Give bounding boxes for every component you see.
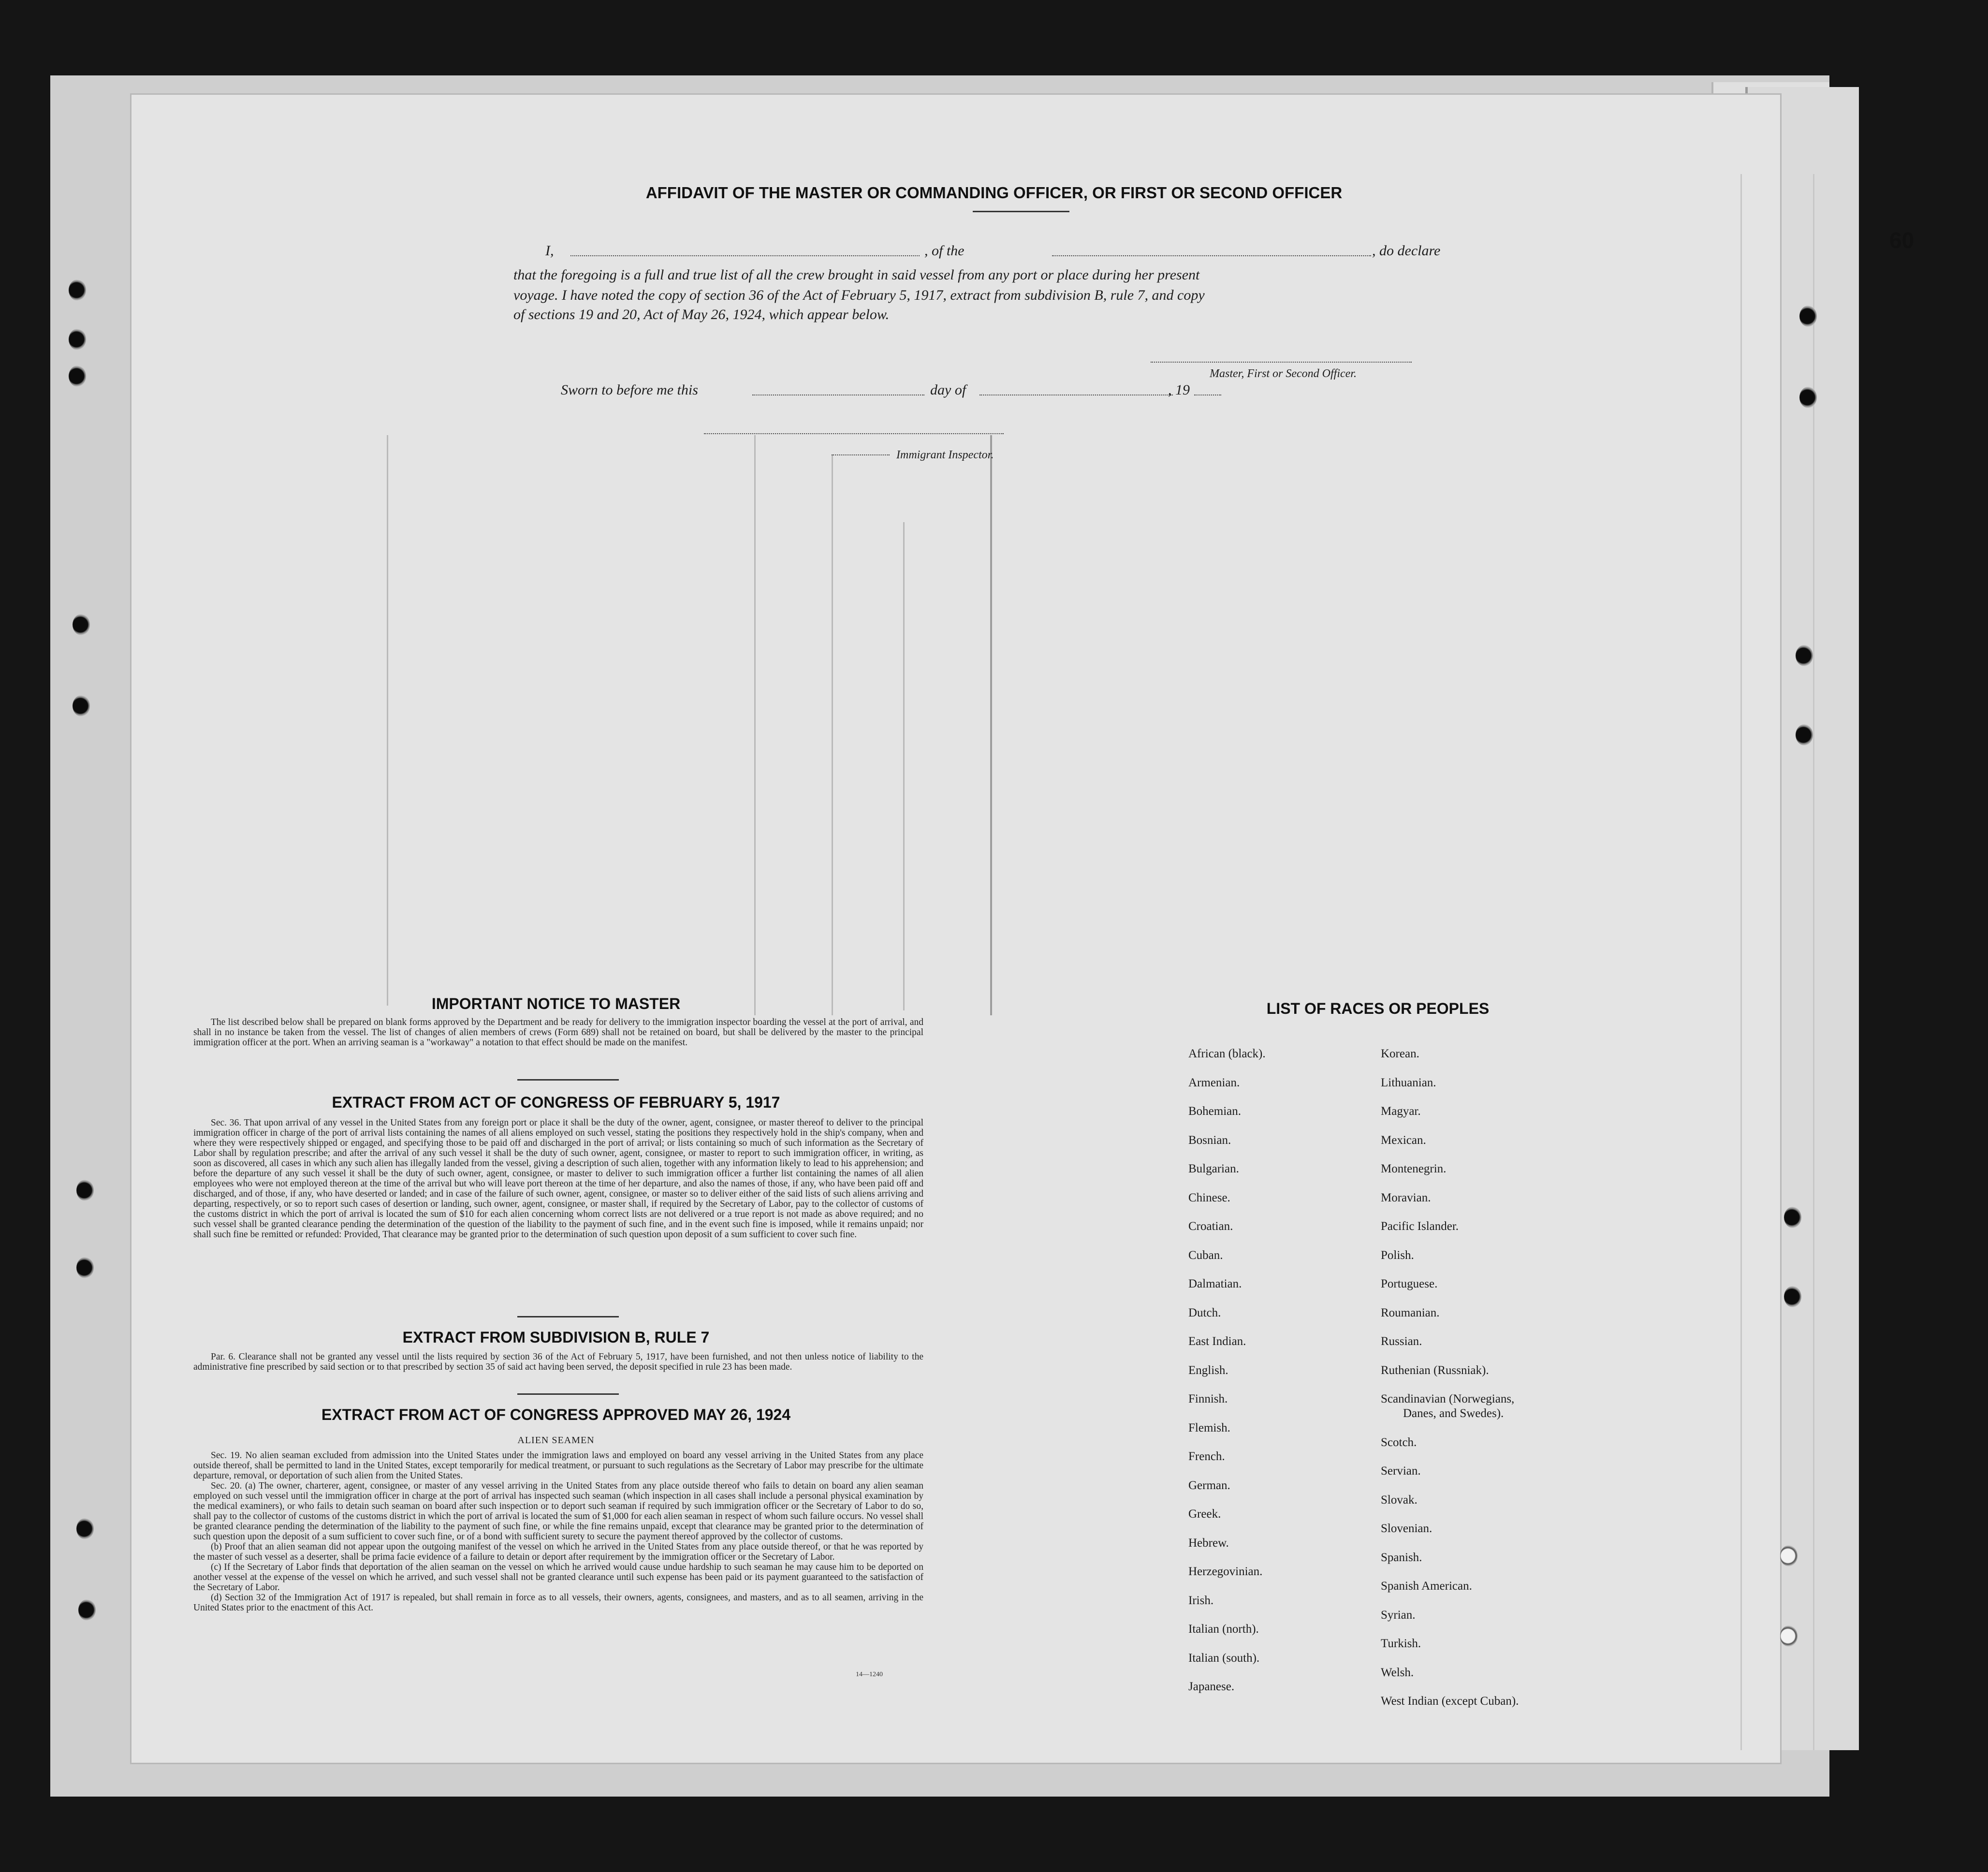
race-item: Ruthenian (Russniak).: [1381, 1363, 1489, 1377]
punch-hole: [73, 614, 90, 635]
race-item: Scandinavian (Norwegians,: [1381, 1392, 1515, 1405]
punch-hole: [1796, 724, 1813, 746]
punch-hole: [76, 1518, 94, 1539]
ghost-column-line: [1740, 174, 1742, 1750]
race-item: Japanese.: [1188, 1680, 1235, 1693]
race-item: German.: [1188, 1478, 1230, 1492]
form-number: 14—1240: [856, 1671, 883, 1678]
race-item: Syrian.: [1381, 1608, 1416, 1622]
punch-hole: [73, 695, 90, 717]
day-of-label: day of: [930, 382, 966, 398]
extract-1917-text: Sec. 36. That upon arrival of any vessel in the United States from any foreign port or place it shall be the duty of the owner, agent, consignee, or master thereof to deliver to the principal immigration officer in charge of the port of arrival lists containing the names of all aliens employed on such vessel, stating the positions they respectively hold in the ship's company, when and where they were respectively shipped or engaged, and specifying those to be paid off and discharged in the port of arrival; or lists containing so much of such information as the Secretary of Labor shall by regulation prescribe; and after the arrival of any such vessel it shall be the duty of such owner, agent, consignee, or master to report to such immigration officer, in writing, as soon as discovered, all cases in which any such alien has illegally landed from the vessel, giving a description of such alien, together with any information likely to lead to his apprehension; and before the departure of any such vessel it shall be the duty of such owner, agent, consignee, or master to deliver to such immigration officer a further list containing the names of all alien employees who were not employed thereon at the time of the arrival but who will leave port thereon at the time of her departure, and also the names of those, if any, who have been paid off and discharged, and of those, if any, who have deserted or landed; and in case of the failure of such owner, agent, consignee, or master so to deliver either of the said lists of such aliens arriving and departing, respectively, or so to report such cases of desertion or landing, such owner, agent, consignee, or master shall, if required by the Secretary of Labor, pay to the collector of customs of the customs district in which the port of arrival is located the sum of $10 for each alien concerning whom correct lists are not delivered or a true report is not made as above required; and no such vessel shall be granted clearance pending the determination of the question of the liability to the payment of such fine, and in the event such fine is imposed, while it remains unpaid; nor shall such fine be remitted or refunded: Provided, That clearance may be granted prior to the determination of such question upon deposit of a sum sufficient to cover such fine.: [193, 1118, 923, 1240]
punch-hole: [1799, 387, 1817, 408]
punch-hole: [76, 1180, 94, 1201]
punch-hole: [69, 329, 86, 350]
race-item: Portuguese.: [1381, 1277, 1438, 1290]
ghost-column-line: [990, 435, 992, 1015]
punch-hole: [1796, 645, 1813, 666]
affidavit-line-3: voyage. I have noted the copy of section 36 of the Act of February 5, 1917, extract from subdivision B, rule 7, and copy: [513, 287, 1205, 303]
punch-hole: [78, 1599, 96, 1621]
ghost-column-line: [754, 435, 756, 1015]
punch-hole: [1784, 1207, 1801, 1228]
punch-hole: [76, 1257, 94, 1278]
master-name-field[interactable]: [570, 255, 920, 256]
affidavit-of-the-label: , of the: [924, 243, 965, 259]
inspector-signature-field[interactable]: [704, 433, 1004, 434]
sec20c-text: (c) If the Secretary of Labor finds that deportation of the alien seaman on the vessel on which he arrived would cause undue hardship to such seaman he may cause him to be deported on another vessel at the expense of the vessel on which he arrived, and such vessel shall not be granted clearance until such expense has been paid or its payment guaranteed to the satisfaction of the Secretary of Labor.: [193, 1562, 923, 1593]
affidavit-line-4: of sections 19 and 20, Act of May 26, 1924, which appear below.: [513, 307, 890, 322]
ghost-column-line: [903, 522, 905, 1010]
sworn-before-label: Sworn to before me this: [561, 382, 698, 398]
race-item: Magyar.: [1381, 1105, 1421, 1118]
race-item: Korean.: [1381, 1047, 1419, 1060]
extract-1917-title: EXTRACT FROM ACT OF CONGRESS OF FEBRUARY 5, 1917: [332, 1094, 780, 1111]
race-item: Finnish.: [1188, 1392, 1228, 1405]
race-item: Spanish.: [1381, 1550, 1422, 1564]
affidavit-i-label: I,: [545, 243, 554, 259]
race-item: Lithuanian.: [1381, 1076, 1436, 1089]
race-item: Servian.: [1381, 1464, 1421, 1477]
race-item: Flemish.: [1188, 1421, 1230, 1434]
race-item: Armenian.: [1188, 1076, 1240, 1089]
sec20d-text: (d) Section 32 of the Immigration Act of 1917 is repealed, but shall remain in force as to all vessels, their owners, agents, consignees, and masters, and as to all seamen, arriving in the United States prior to the enactment of this Act.: [193, 1593, 923, 1613]
race-item: Hebrew.: [1188, 1536, 1229, 1550]
race-item: West Indian (except Cuban).: [1381, 1695, 1519, 1708]
sec19-text: Sec. 19. No alien seaman excluded from admission into the United States under the immigration laws and employed on board any vessel arriving in the United States from any place outside thereof, shall be permitted to land in the United States, except temporarily for medical treatment, or pursuant to such regulations as the Secretary of Labor may prescribe for the ultimate departure, removal, or deportation of such alien from the United States.: [193, 1450, 923, 1481]
race-item: Dutch.: [1188, 1306, 1221, 1319]
race-item: Mexican.: [1381, 1133, 1426, 1147]
divider: [517, 1316, 619, 1317]
master-signature-field[interactable]: [1151, 362, 1412, 363]
inspector-signature-field-short[interactable]: [832, 454, 890, 455]
punch-hole: [1780, 1625, 1798, 1647]
punch-hole: [69, 279, 86, 301]
divider: [973, 211, 1069, 212]
extract-1924-title: EXTRACT FROM ACT OF CONGRESS APPROVED MAY 26, 1924: [321, 1406, 791, 1423]
divider: [517, 1393, 619, 1395]
race-item: Moravian.: [1381, 1191, 1431, 1204]
inspector-label: Immigrant Inspector.: [896, 449, 994, 461]
race-item: Slovak.: [1381, 1493, 1418, 1506]
extract-1924-subtitle: ALIEN SEAMEN: [517, 1435, 595, 1446]
race-item: Roumanian.: [1381, 1306, 1440, 1319]
race-item: East Indian.: [1188, 1335, 1246, 1348]
race-item: Chinese.: [1188, 1191, 1230, 1204]
race-item: Russian.: [1381, 1335, 1422, 1348]
ghost-column-line: [832, 454, 833, 1015]
extract-rule7-text: Par. 6. Clearance shall not be granted any vessel until the lists required by section 36 of the Act of February 5, 1917, have been furnished, and not then unless notice of liability to the administrative fine prescribed by said section or to that prescribed by section 35 of said act having been served, the deposit specified in rule 23 has been made.: [193, 1352, 923, 1372]
punch-hole: [69, 366, 86, 387]
race-item: Polish.: [1381, 1248, 1414, 1262]
race-item: Scotch.: [1381, 1435, 1417, 1449]
race-item: Welsh.: [1381, 1666, 1414, 1679]
race-item: Greek.: [1188, 1507, 1221, 1521]
extract-1924-text: [193, 1450, 923, 1613]
sec20a-text: Sec. 20. (a) The owner, charterer, agent, consignee, or master of any vessel arriving in the United States from any place outside thereof who fails to detain on board any alien seaman employed on such vessel until the immigration officer in charge at the port of arrival has inspected such seaman (which inspection in all cases shall include a personal physical examination by the medical examiners), or who fails to detain such seaman on board after such inspection or to deport such seaman if required by such immigration officer or the Secretary of Labor to do so, shall pay to the collector of customs of the customs district in which the port of arrival is located the sum of $1,000 for each alien seaman in respect of whom such failure occurs. No vessel shall be granted clearance pending the determination of the liability to the payment of such fine, or while the fine remains unpaid, except that clearance may be granted prior to the determination of such question upon the deposit of a sum sufficient to cover such fine, or of a bond with sufficient surety to secure the payment thereof approved by the collector of customs.: [193, 1481, 923, 1542]
race-item: African (black).: [1188, 1047, 1266, 1060]
page-number: 60: [1889, 228, 1915, 253]
race-item: Croatian.: [1188, 1220, 1233, 1233]
affidavit-title: AFFIDAVIT OF THE MASTER OR COMMANDING OFFICER, OR FIRST OR SECOND OFFICER: [645, 184, 1343, 202]
affidavit-declare-label: , do declare: [1372, 243, 1441, 259]
race-item: Herzegovinian.: [1188, 1565, 1263, 1578]
race-item: Pacific Islander.: [1381, 1220, 1459, 1233]
affidavit-line-2: that the foregoing is a full and true list of all the crew brought in said vessel from any port or place during her present: [513, 267, 1200, 283]
extract-rule7-title: EXTRACT FROM SUBDIVISION B, RULE 7: [402, 1329, 710, 1346]
sec20b-text: (b) Proof that an alien seaman did not appear upon the outgoing manifest of the vessel on which he arrived in the United States from any place outside thereof, or that he was reported by the master of such vessel as a deserter, shall be prima facie evidence of a failure to detain or deport after requirement by the immigration officer or the Secretary of Labor.: [193, 1542, 923, 1562]
notice-title: IMPORTANT NOTICE TO MASTER: [431, 995, 681, 1012]
race-item: Danes, and Swedes).: [1403, 1407, 1504, 1420]
race-item: English.: [1188, 1363, 1228, 1377]
race-item: Dalmatian.: [1188, 1277, 1242, 1290]
race-item: Bulgarian.: [1188, 1162, 1239, 1175]
race-item: Italian (north).: [1188, 1623, 1259, 1636]
race-item: Italian (south).: [1188, 1651, 1260, 1665]
punch-hole: [1780, 1545, 1798, 1566]
race-item: Cuban.: [1188, 1248, 1223, 1262]
punch-hole: [1799, 306, 1817, 327]
ghost-column-line: [387, 435, 388, 1006]
punch-hole: [1784, 1286, 1801, 1307]
notice-text: The list described below shall be prepared on blank forms approved by the Department and be ready for delivery to the immigration inspector boarding the vessel at the port of arrival, and shall in no instance be taken from the vessel. The list of changes of alien members of crews (Form 689) shall not be retained on board, but shall be delivered by the master to the principal immigration officer at the port. When an arriving seaman is a "workaway" a notation to that effect should be made on the manifest.: [193, 1017, 923, 1048]
race-item: Bohemian.: [1188, 1105, 1242, 1118]
race-item: Irish.: [1188, 1594, 1214, 1607]
race-item: Turkish.: [1381, 1637, 1421, 1650]
race-item: Spanish American.: [1381, 1580, 1472, 1593]
races-title: LIST OF RACES OR PEOPLES: [1266, 1000, 1490, 1017]
master-signature-label: Master, First or Second Officer.: [1210, 367, 1357, 380]
race-item: Slovenian.: [1381, 1522, 1433, 1535]
race-item: Montenegrin.: [1381, 1162, 1447, 1175]
vessel-name-field[interactable]: [1052, 255, 1371, 256]
race-item: French.: [1188, 1450, 1225, 1463]
divider: [517, 1079, 619, 1081]
ghost-column-line: [1813, 174, 1814, 1750]
year-prefix-label: , 19: [1168, 382, 1190, 398]
race-item: Bosnian.: [1188, 1133, 1231, 1147]
